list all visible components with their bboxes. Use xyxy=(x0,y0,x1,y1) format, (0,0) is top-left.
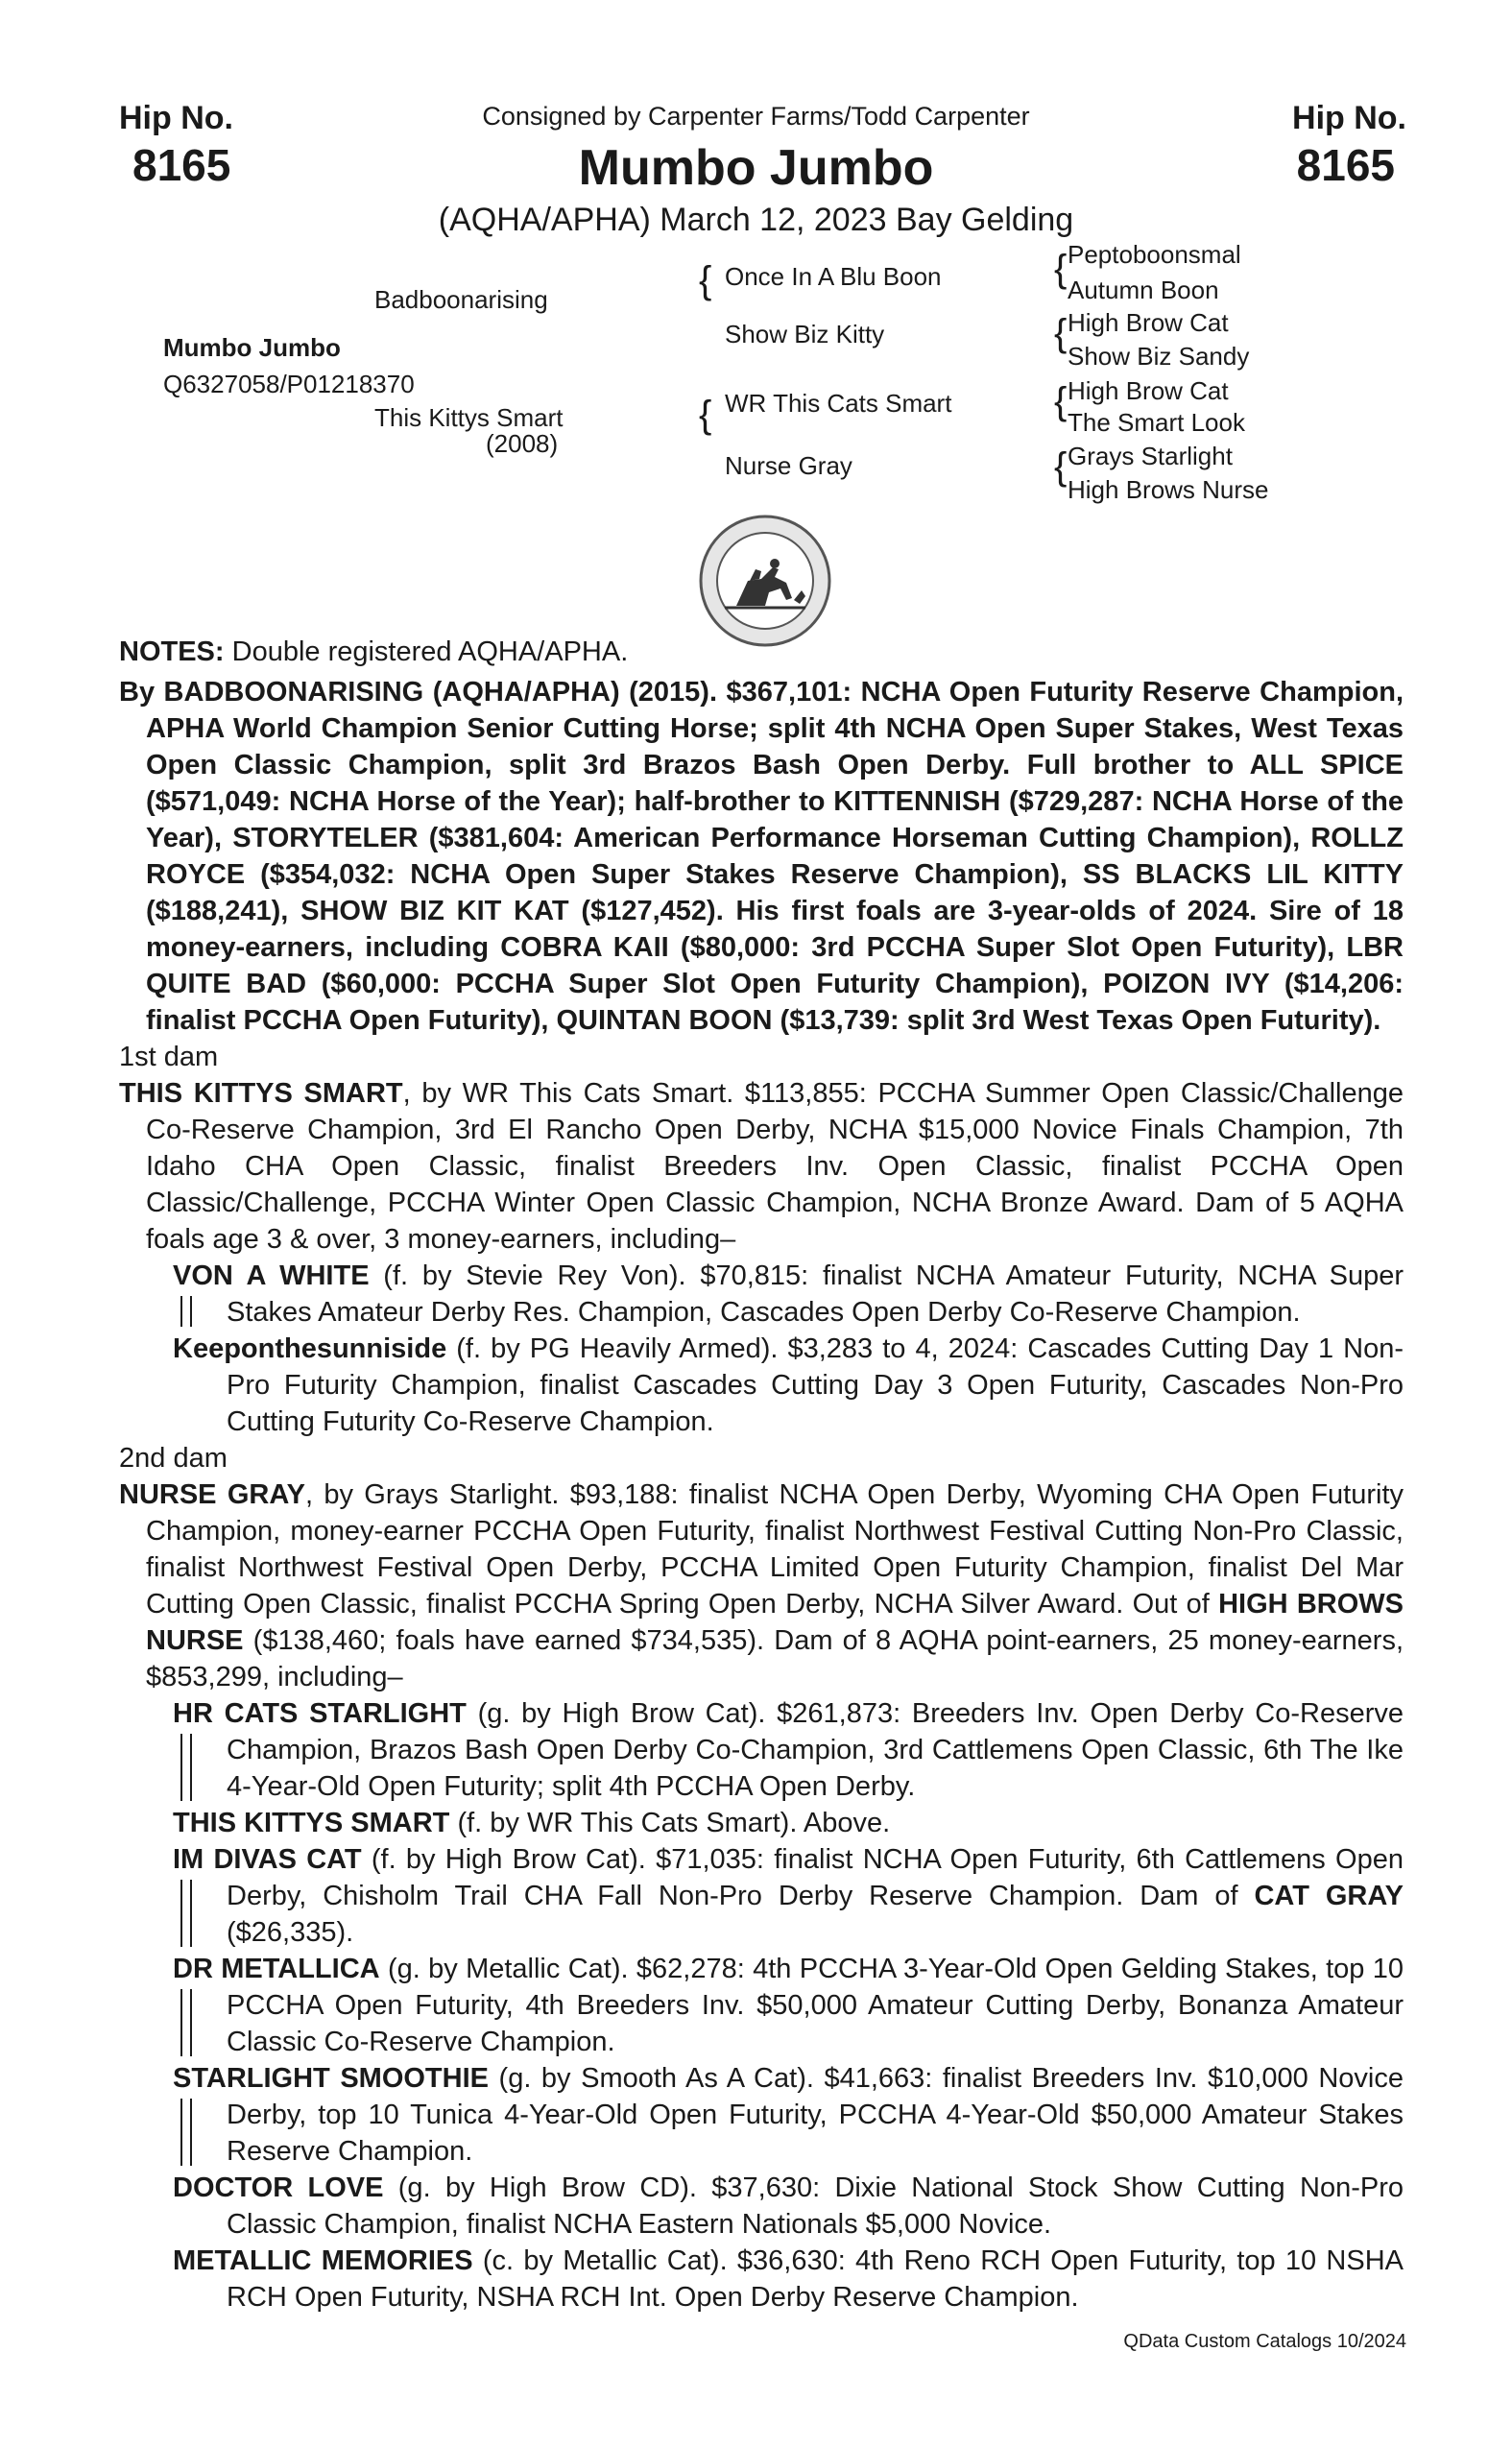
produce-text: (f. by WR This Cats Smart). Above. xyxy=(449,1808,891,1838)
produce-name: THIS KITTYS SMART xyxy=(173,1808,450,1838)
pedigree-brace: { xyxy=(699,259,712,301)
catalog-footer: QData Custom Catalogs 10/2024 xyxy=(1123,2331,1406,2352)
produce-name: DR METALLICA xyxy=(173,1954,380,1984)
produce-entry xyxy=(119,2170,1404,2243)
produce-text: (g. by Metallic Cat). $62,278: 4th PCCHA 3-Year-Old Open Gelding Stakes, top 10 PCCHA Open Futurity, 4th Breeders Inv. $50,000 Amateur Cutting Derby, Bonanza Amateur Classic Co-Reserve Champion. xyxy=(227,1954,1404,2057)
second-dam-heading: 2nd dam xyxy=(119,1443,228,1474)
produce-entry xyxy=(119,1805,1404,1841)
pedigree-g1: Peptoboonsmal xyxy=(1068,240,1241,269)
pedigree-brace: { xyxy=(1054,380,1068,422)
notes-label: NOTES: xyxy=(119,636,225,667)
produce-text: (c. by Metallic Cat). $36,630: 4th Reno RCH Open Futurity, top 10 NSHA RCH Open Futurity, NSHA RCH Int. Open Derby Reserve Champion. xyxy=(227,2245,1404,2313)
pedigree-sire: Badboonarising xyxy=(374,285,548,314)
second-dam-text-tail: ($138,460; foals have earned $734,535). Dam of 8 AQHA point-earners, 25 money-earners, $853,299, including– xyxy=(146,1625,1404,1692)
hip-number-right: 8165 xyxy=(1296,140,1395,190)
produce-text: (f. by PG Heavily Armed). $3,283 to 4, 2024: Cascades Cutting Day 1 Non-Pro Futurity Champion, finalist Cascades Cutting Day 3 Open Futurity, Cascades Non-Pro Cutting Futurity Co-Reserve Champion. xyxy=(227,1333,1404,1437)
horse-name-title: Mumbo Jumbo xyxy=(578,140,934,196)
produce-text: (g. by Smooth As A Cat). $41,663: finalist Breeders Inv. $10,000 Novice Derby, top 10 Tunica 4-Year-Old Open Futurity, PCCHA 4-Year-Old $50,000 Amateur Stakes Reserve Champion. xyxy=(227,2063,1404,2167)
produce-offspring-text: ($26,335). xyxy=(227,1917,354,1948)
pedigree-g3: High Brow Cat xyxy=(1068,308,1229,337)
second-dam-name: NURSE GRAY xyxy=(119,1479,305,1510)
pedigree-g8: High Brows Nurse xyxy=(1068,475,1269,504)
hip-label-left: Hip No. xyxy=(119,100,233,136)
produce-name: HR CATS STARLIGHT xyxy=(173,1698,467,1729)
pedigree-dam-sire: WR This Cats Smart xyxy=(725,389,952,418)
pedigree-brace: { xyxy=(699,394,712,436)
produce-name: DOCTOR LOVE xyxy=(173,2172,384,2203)
produce-text: (f. by Stevie Rey Von). $70,815: finalist NCHA Amateur Futurity, NCHA Super Stakes Amateur Derby Res. Champion, Cascades Open Derby Co-Reserve Champion. xyxy=(227,1260,1404,1328)
ncha-seal-icon xyxy=(698,514,832,648)
produce-name: VON A WHITE xyxy=(173,1260,370,1291)
produce-offspring-name: CAT GRAY xyxy=(1254,1881,1404,1911)
first-dam-text: , by WR This Cats Smart. $113,855: PCCHA Summer Open Classic/Challenge Co-Reserve Champion, 3rd El Rancho Open Derby, NCHA $15,000 Novice Finals Champion, 7th Idaho CHA Open Classic, finalist Breeders Inv. Open Classic, finalist PCCHA Open Classic/Challenge, PCCHA Winter Open Classic Champion, NCHA Bronze Award. Dam of 5 AQHA foals age 3 & over, 3 money-earners, including– xyxy=(146,1078,1404,1255)
notes-paragraph xyxy=(119,634,1404,670)
pedigree-brace: { xyxy=(1054,445,1068,488)
notes-text: Double registered AQHA/APHA. xyxy=(224,636,629,667)
produce-entry xyxy=(119,1331,1404,1440)
produce-entry xyxy=(119,1951,1404,2060)
pedigree-g5: High Brow Cat xyxy=(1068,376,1229,405)
produce-entry xyxy=(119,2060,1404,2170)
produce-text: (g. by High Brow Cat). $261,873: Breeders Inv. Open Derby Co-Reserve Champion, Brazos Bash Open Derby Co-Champion, 3rd Cattlemens Open Classic, 6th The Ike 4-Year-Old Open Futurity; split 4th PCCHA Open Derby. xyxy=(227,1698,1404,1802)
pedigree-subject-name: Mumbo Jumbo xyxy=(163,333,341,362)
third-dam-name: HIGH BROWS NURSE xyxy=(146,1589,1404,1656)
pedigree-brace: { xyxy=(1054,248,1068,290)
consigned-by: Consigned by Carpenter Farms/Todd Carpenter xyxy=(482,102,1030,131)
produce-entry xyxy=(119,1695,1404,1805)
pedigree-sire-sire: Once In A Blu Boon xyxy=(725,262,942,291)
pedigree-brace: { xyxy=(1054,312,1068,354)
horse-subtitle: (AQHA/APHA) March 12, 2023 Bay Gelding xyxy=(438,202,1074,238)
produce-entry xyxy=(119,1258,1404,1331)
produce-entry xyxy=(119,2243,1404,2316)
pedigree-g7: Grays Starlight xyxy=(1068,442,1233,470)
produce-name: STARLIGHT SMOOTHIE xyxy=(173,2063,489,2094)
first-dam-heading: 1st dam xyxy=(119,1042,219,1072)
hip-label-right: Hip No. xyxy=(1292,100,1406,136)
second-dam-paragraph xyxy=(119,1476,1404,1695)
pedigree-g4: Show Biz Sandy xyxy=(1068,342,1250,371)
first-dam-paragraph xyxy=(119,1075,1404,1258)
produce-entry xyxy=(119,1841,1404,1951)
pedigree-subject-reg: Q6327058/P01218370 xyxy=(163,370,415,398)
pedigree-sire-dam: Show Biz Kitty xyxy=(725,320,885,348)
catalog-body xyxy=(119,634,1404,2316)
pedigree-g6: The Smart Look xyxy=(1068,408,1245,437)
produce-name: IM DIVAS CAT xyxy=(173,1844,362,1875)
produce-text: (g. by High Brow CD). $37,630: Dixie National Stock Show Cutting Non-Pro Classic Champion, finalist NCHA Eastern Nationals $5,000 Novice. xyxy=(227,2172,1404,2240)
pedigree-dam-dam: Nurse Gray xyxy=(725,451,852,480)
second-dam-text: , by Grays Starlight. $93,188: finalist NCHA Open Derby, Wyoming CHA Open Futurity Champion, money-earner PCCHA Open Futurity, finalist Northwest Festival Cutting Non-Pro Classic, finalist Northwest Festival Open Derby, PCCHA Limited Open Futurity Champion, finalist Del Mar Cutting Open Classic, finalist PCCHA Spring Open Derby, NCHA Silver Award. Out of xyxy=(146,1479,1404,1620)
hip-number-left: 8165 xyxy=(132,140,231,190)
first-dam-name: THIS KITTYS SMART xyxy=(119,1078,403,1109)
produce-text: (f. by High Brow Cat). $71,035: finalist NCHA Open Futurity, 6th Cattlemens Open Derby, Chisholm Trail CHA Fall Non-Pro Derby Reserve Champion. Dam of xyxy=(227,1844,1404,1911)
pedigree-dam-year: (2008) xyxy=(486,429,559,458)
pedigree-g2: Autumn Boon xyxy=(1068,276,1219,304)
pedigree-dam: This Kittys Smart xyxy=(374,403,564,432)
sire-paragraph: By BADBOONARISING (AQHA/APHA) (2015). $367,101: NCHA Open Futurity Reserve Champion, APHA World Champion Senior Cutting Horse; split 4th NCHA Open Super Stakes, West Texas Open Classic Champion, split 3rd Brazos Bash Open Derby. Full brother to ALL SPICE ($571,049: NCHA Horse of the Year); half-brother to KITTENNISH ($729,287: NCHA Horse of the Year), STORYTELER ($381,604: American Performance Horseman Cutting Champion), ROLLZ ROYCE ($354,032: NCHA Open Super Stakes Reserve Champion), SS BLACKS LIL KITTY ($188,241), SHOW BIZ KIT KAT ($127,452). His first foals are 3-year-olds of 2024. Sire of 18 money-earners, including COBRA KAII ($80,000: 3rd PCCHA Super Slot Open Futurity), LBR QUITE BAD ($60,000: PCCHA Super Slot Open Futurity Champion), POIZON IVY ($14,206: finalist PCCHA Open Futurity), QUINTAN BOON ($13,739: split 3rd West Texas Open Futurity). xyxy=(119,677,1404,1036)
produce-name: METALLIC MEMORIES xyxy=(173,2245,473,2276)
produce-name: Keeponthesunniside xyxy=(173,1333,447,1364)
